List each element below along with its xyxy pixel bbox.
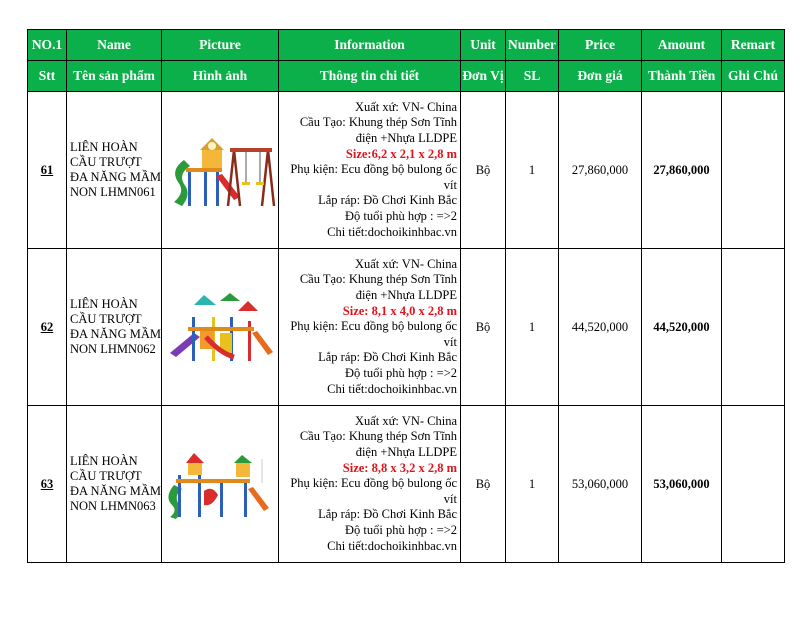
product-price: 27,860,000 [559,92,642,249]
col-header-ghi-chu: Ghi Chú [722,61,785,92]
col-header-name: Name [67,30,162,61]
col-header-information: Information [279,30,461,61]
info-structure: Cầu Tạo: Khung thép Sơn Tĩnh điện +Nhựa LLDPE [299,429,457,460]
col-header-stt: Stt [28,61,67,92]
product-unit: Bộ [461,249,506,406]
product-unit: Bộ [461,406,506,563]
info-detail: Chi tiết:dochoikinhbac.vn [327,381,457,396]
product-picture [162,406,279,563]
col-header-number: Number [506,30,559,61]
product-information [279,249,461,406]
col-header-don-vi: Đơn Vị [461,61,506,92]
col-header-don-gia: Đơn giá [559,61,642,92]
product-note [722,92,785,249]
product-note [722,406,785,563]
table-row [28,92,785,249]
product-price: 53,060,000 [559,406,642,563]
col-header-thanh-tien: Thành Tiền [642,61,722,92]
playground-slide-swing-icon [164,130,276,210]
playground-climbing-slide-icon [164,449,276,519]
product-qty: 1 [506,249,559,406]
row-stt-link[interactable]: 63 [28,406,67,563]
col-header-hinh-anh: Hình ảnh [162,61,279,92]
info-size: Size: 8,1 x 4,0 x 2,8 m [342,303,457,318]
col-header-sl: SL [506,61,559,92]
table-row [28,406,785,563]
info-size: Size: 8,8 x 3,2 x 2,8 m [342,460,457,475]
info-structure: Cầu Tạo: Khung thép Sơn Tĩnh điện +Nhựa LLDPE [299,272,457,303]
product-amount: 27,860,000 [642,92,722,249]
info-accessories: Phụ kiện: Ecu đồng bộ bulong ốc vít [290,162,457,192]
info-size: Size:6,2 x 2,1 x 2,8 m [345,146,457,161]
info-detail: Chi tiết:dochoikinhbac.vn [327,224,457,239]
info-assembly: Lắp ráp: Đồ Chơi Kinh Bắc [318,507,457,522]
header-row-english [28,30,785,61]
info-age: Độ tuổi phù hợp : =>2 [344,365,457,380]
info-age: Độ tuổi phù hợp : =>2 [344,522,457,537]
product-amount: 44,520,000 [642,249,722,406]
product-unit: Bộ [461,92,506,249]
info-origin: Xuất xứ: VN- China [354,256,457,271]
info-structure: Cầu Tạo: Khung thép Sơn Tĩnh điện +Nhựa LLDPE [299,115,457,146]
product-amount: 53,060,000 [642,406,722,563]
product-price: 44,520,000 [559,249,642,406]
info-origin: Xuất xứ: VN- China [354,413,457,428]
col-header-picture: Picture [162,30,279,61]
info-accessories: Phụ kiện: Ecu đồng bộ bulong ốc vít [290,476,457,506]
product-qty: 1 [506,406,559,563]
product-name: LIÊN HOÀN CẦU TRƯỢT ĐA NĂNG MẦM NON LHMN061 [67,92,162,249]
playground-multi-slide-icon [164,287,276,367]
row-stt-link[interactable]: 61 [28,92,67,249]
table-row [28,249,785,406]
col-header-unit: Unit [461,30,506,61]
product-information [279,406,461,563]
col-header-thong-tin: Thông tin chi tiết [279,61,461,92]
product-picture [162,249,279,406]
col-header-ten-san-pham: Tên sản phẩm [67,61,162,92]
info-age: Độ tuổi phù hợp : =>2 [344,208,457,223]
product-information [279,92,461,249]
info-origin: Xuất xứ: VN- China [354,99,457,114]
info-assembly: Lắp ráp: Đồ Chơi Kinh Bắc [318,193,457,208]
product-catalog-table [27,29,785,563]
info-assembly: Lắp ráp: Đồ Chơi Kinh Bắc [318,350,457,365]
product-note [722,249,785,406]
info-detail: Chi tiết:dochoikinhbac.vn [327,538,457,553]
product-name: LIÊN HOÀN CẦU TRƯỢT ĐA NĂNG MẦM NON LHMN063 [67,406,162,563]
row-stt-link[interactable]: 62 [28,249,67,406]
col-header-no: NO.1 [28,30,67,61]
product-picture [162,92,279,249]
product-name: LIÊN HOÀN CẦU TRƯỢT ĐA NĂNG MẦM NON LHMN062 [67,249,162,406]
product-qty: 1 [506,92,559,249]
header-row-vietnamese [28,61,785,92]
col-header-remark: Remart [722,30,785,61]
col-header-price: Price [559,30,642,61]
col-header-amount: Amount [642,30,722,61]
info-accessories: Phụ kiện: Ecu đồng bộ bulong ốc vít [290,319,457,349]
